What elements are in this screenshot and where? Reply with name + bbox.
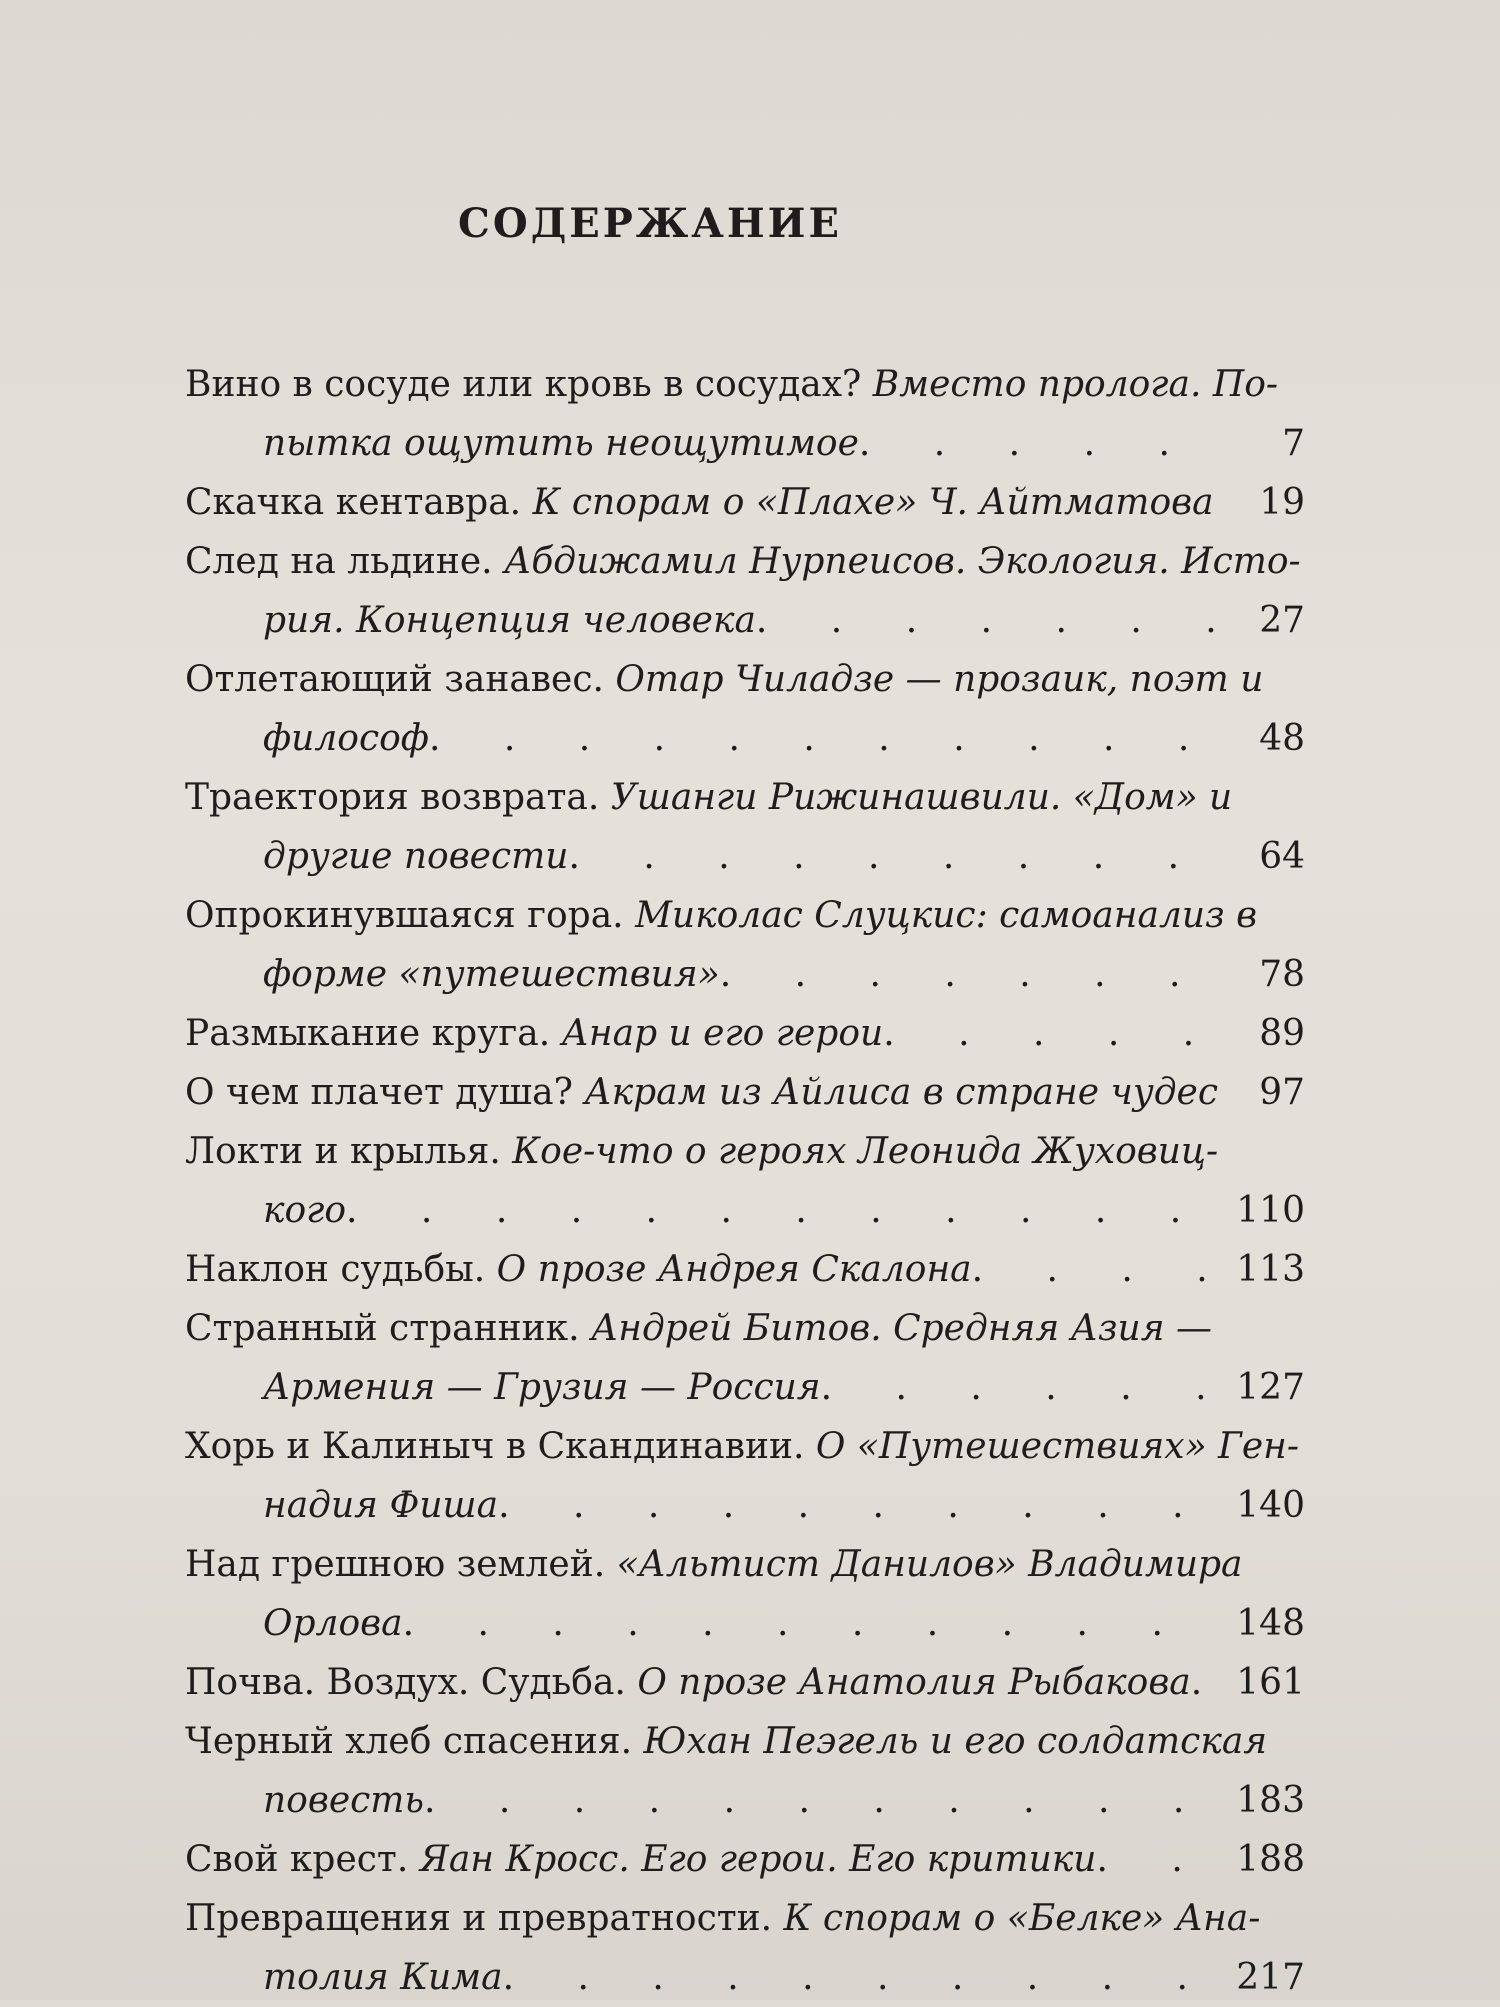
entry-title: Свой крест.: [185, 1839, 409, 1880]
toc-entry: [185, 1535, 1305, 1653]
entry-title: Превращения и превратности.: [185, 1898, 773, 1939]
toc-entry: [185, 473, 1305, 532]
entry-subtitle-cont: философ: [263, 718, 429, 759]
page-number: 78: [1259, 954, 1305, 995]
entry-subtitle: Андрей Битов. Средняя Азия —: [591, 1308, 1212, 1349]
entry-subtitle-cont: кого: [263, 1190, 347, 1231]
toc-entry: [185, 1240, 1305, 1299]
entry-subtitle: К спорам о «Белке» Ана-: [783, 1898, 1261, 1939]
toc-entry: [185, 650, 1305, 768]
toc-entry: [185, 768, 1305, 886]
page-number: 161: [1236, 1662, 1305, 1703]
toc-entry: [185, 1889, 1305, 2007]
page-number: 97: [1259, 1072, 1305, 1113]
entry-title: Наклон судьбы.: [185, 1249, 486, 1290]
page-number: 27: [1259, 600, 1305, 641]
entry-title: Локти и крылья.: [185, 1131, 501, 1172]
page-number: 127: [1236, 1367, 1305, 1408]
toc-entry: [185, 532, 1305, 650]
entry-subtitle-cont: пытка ощутить неощутимое: [263, 423, 859, 464]
entry-subtitle: Ушанги Рижинашвили. «Дом» и: [610, 777, 1233, 818]
entry-subtitle-cont: другие повести: [263, 836, 569, 877]
page-number: 48: [1259, 718, 1305, 759]
entry-title: Почва. Воздух. Судьба.: [185, 1662, 626, 1703]
entry-subtitle-cont: форме «путешествия»: [263, 954, 720, 995]
toc-entry: [185, 1122, 1305, 1240]
page-number: 89: [1259, 1013, 1305, 1054]
page-number: 7: [1282, 423, 1305, 464]
toc-entry: [185, 1299, 1305, 1417]
entry-title: След на льдине.: [185, 541, 493, 582]
entry-subtitle: Анар и его герои: [561, 1013, 884, 1054]
page-number: 188: [1236, 1839, 1305, 1880]
page-number: 113: [1236, 1249, 1305, 1290]
entry-title: Над грешною землей.: [185, 1544, 606, 1585]
entry-title: Черный хлеб спасения.: [185, 1721, 633, 1762]
page-number: 64: [1259, 836, 1305, 877]
page-number: 110: [1236, 1190, 1305, 1231]
entry-subtitle: Абдижамил Нурпеисов. Экология. Исто-: [504, 541, 1301, 582]
entry-subtitle: О прозе Анатолия Рыбакова: [637, 1662, 1191, 1703]
entry-title: Вино в сосуде или кровь в сосудах?: [185, 364, 862, 405]
entry-subtitle: Миколас Слуцкис: самоанализ в: [635, 895, 1258, 936]
entry-title: Размыкание круга.: [185, 1013, 551, 1054]
entry-subtitle-cont: Армения — Грузия — Россия: [263, 1367, 821, 1408]
entry-subtitle: Отар Чиладзе — прозаик, поэт и: [615, 659, 1264, 700]
entry-subtitle: Яан Кросс. Его герои. Его критики: [419, 1839, 1097, 1880]
toc-entry: [185, 886, 1305, 1004]
entry-subtitle-cont: надия Фиша: [263, 1485, 499, 1526]
entry-title: Опрокинувшаяся гора.: [185, 895, 624, 936]
entry-subtitle-cont: повесть: [263, 1780, 425, 1821]
entry-title: О чем плачет душа?: [185, 1072, 573, 1113]
page-number: 148: [1236, 1603, 1305, 1644]
toc-entry: [185, 1830, 1305, 1889]
toc-entry: [185, 1063, 1305, 1122]
toc-entry: [185, 1417, 1305, 1535]
entry-subtitle: Акрам из Айлиса в стране чудес: [584, 1072, 1219, 1113]
entry-subtitle-cont: толия Кима: [263, 1957, 503, 1998]
toc-entry: [185, 1653, 1305, 1712]
toc-entry: [185, 355, 1305, 473]
entry-title: Отлетающий занавес.: [185, 659, 604, 700]
entry-subtitle: Юхан Пеэгель и его солдатская: [643, 1721, 1268, 1762]
entry-title: Траектория возврата.: [185, 777, 600, 818]
toc-entry: [185, 1712, 1305, 1830]
entry-subtitle: Вместо пролога. По-: [872, 364, 1279, 405]
entry-subtitle: О «Путешествиях» Ген-: [815, 1426, 1300, 1467]
page-number: 217: [1236, 1957, 1305, 1998]
entry-subtitle: О прозе Андрея Скалона: [496, 1249, 972, 1290]
entry-title: Скачка кентавра.: [185, 482, 522, 523]
entry-subtitle: Кое-что о героях Леонида Жуховиц-: [512, 1131, 1219, 1172]
page-number: 183: [1236, 1780, 1305, 1821]
entry-title: Странный странник.: [185, 1308, 580, 1349]
page-title: СОДЕРЖАНИЕ: [458, 200, 842, 247]
toc-entry: [185, 1004, 1305, 1063]
entry-subtitle-cont: Орлова: [263, 1603, 403, 1644]
page-number: 140: [1236, 1485, 1305, 1526]
entry-subtitle: «Альтист Данилов» Владимира: [616, 1544, 1243, 1585]
entry-subtitle: К спорам о «Плахе» Ч. Айтматова: [532, 482, 1214, 523]
entry-title: Хорь и Калиныч в Скандинавии.: [185, 1426, 805, 1467]
table-of-contents: [185, 355, 1305, 2007]
page-number: 19: [1259, 482, 1305, 523]
entry-subtitle-cont: рия. Концепция человека: [263, 600, 756, 641]
